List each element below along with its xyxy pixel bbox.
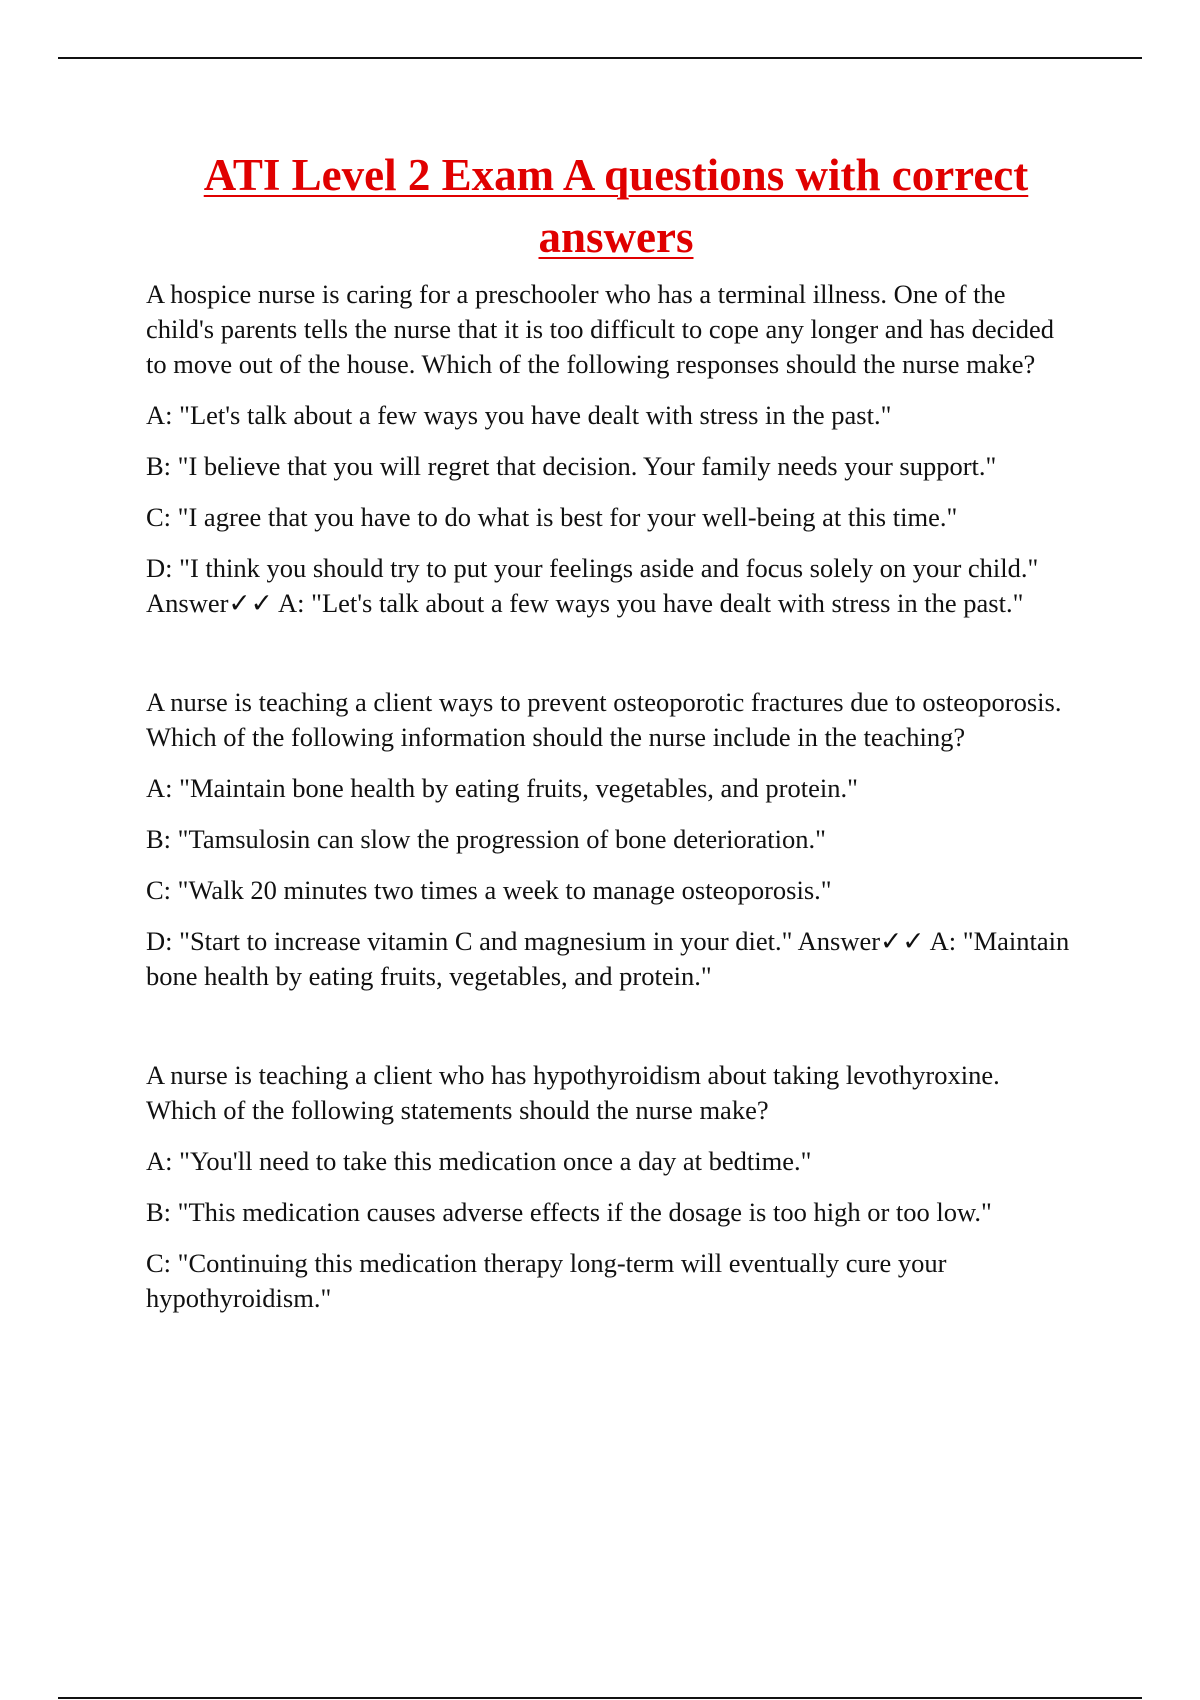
document-body bbox=[146, 277, 1071, 1316]
option-a: A: "Maintain bone health by eating fruits, vegetables, and protein." bbox=[146, 773, 858, 803]
option-b: B: "This medication causes adverse effects if the dosage is too high or too low." bbox=[146, 1197, 992, 1227]
option-a: A: "Let's talk about a few ways you have dealt with stress in the past." bbox=[146, 400, 892, 430]
option-c: C: "Continuing this medication therapy long-term will eventually cure your hypothyroidism." bbox=[146, 1248, 947, 1313]
question-stem: A nurse is teaching a client ways to prevent osteoporotic fractures due to osteoporosis. Which of the following information should the nurse include in the teaching? bbox=[146, 687, 1062, 752]
question-3 bbox=[146, 1058, 1071, 1316]
option-d-with-answer: D: "I think you should try to put your feelings aside and focus solely on your child." Answer✓✓ A: "Let's talk about a few ways you have dealt with stress in the past." bbox=[146, 553, 1039, 618]
bottom-rule bbox=[58, 1697, 1142, 1699]
option-c: C: "I agree that you have to do what is best for your well-being at this time." bbox=[146, 502, 958, 532]
option-c: C: "Walk 20 minutes two times a week to manage osteoporosis." bbox=[146, 875, 832, 905]
question-2 bbox=[146, 685, 1071, 994]
top-rule bbox=[58, 57, 1142, 59]
question-stem: A nurse is teaching a client who has hypothyroidism about taking levothyroxine. Which of the following statements should the nurse make? bbox=[146, 1060, 1000, 1125]
option-b: B: "Tamsulosin can slow the progression of bone deterioration." bbox=[146, 824, 826, 854]
option-a: A: "You'll need to take this medication once a day at bedtime." bbox=[146, 1146, 812, 1176]
question-1 bbox=[146, 277, 1071, 621]
option-b: B: "I believe that you will regret that decision. Your family needs your support." bbox=[146, 451, 997, 481]
document-title: ATI Level 2 Exam A questions with correct answers bbox=[203, 150, 1029, 262]
option-d-with-answer: D: "Start to increase vitamin C and magnesium in your diet." Answer✓✓ A: "Maintain bone health by eating fruits, vegetables, and protein." bbox=[146, 926, 1070, 991]
question-stem: A hospice nurse is caring for a preschooler who has a terminal illness. One of the child's parents tells the nurse that it is too difficult to cope any longer and has decided to move out of the house. Which of the following responses should the nurse make? bbox=[146, 279, 1055, 379]
